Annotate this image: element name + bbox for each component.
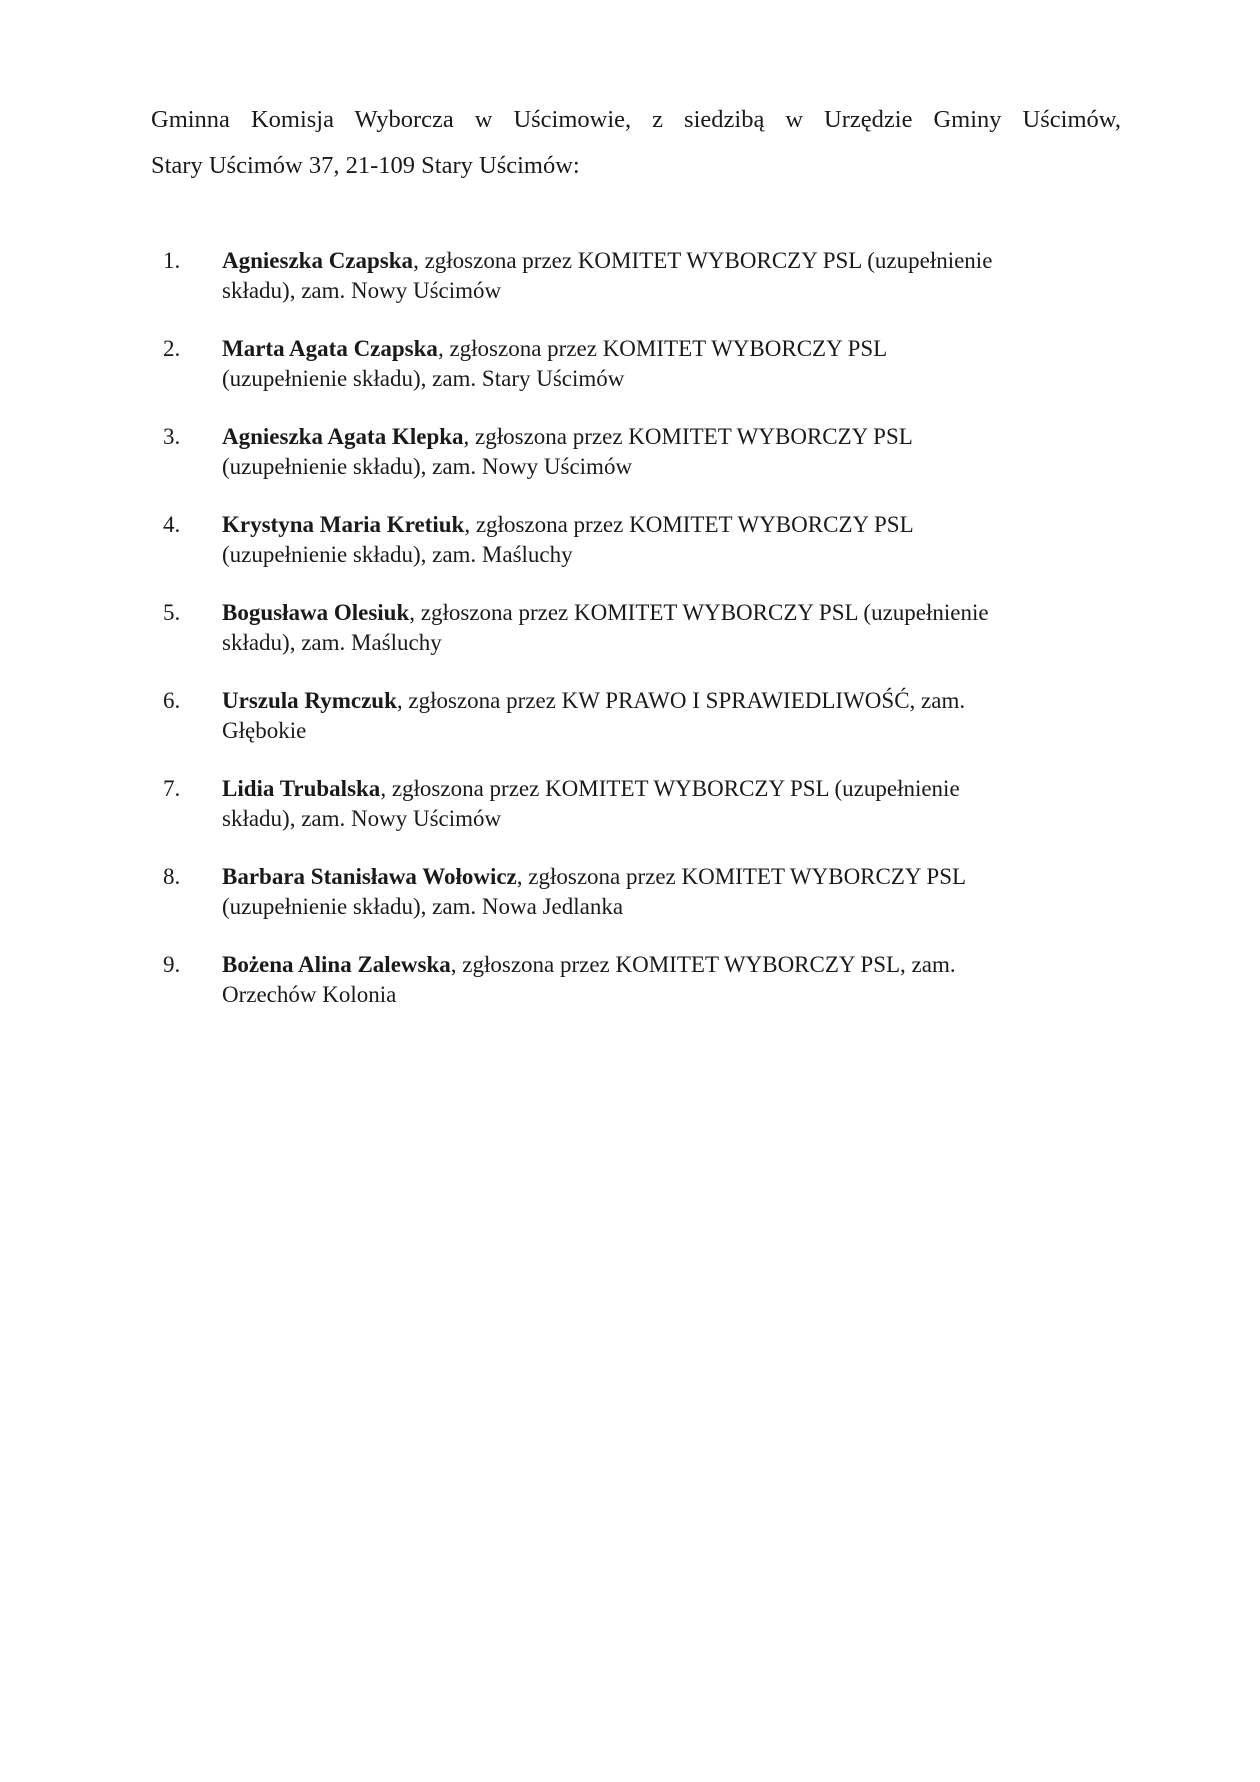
- member-number: 1.: [163, 248, 181, 273]
- member-list-item: [151, 510, 1101, 598]
- member-number: 2.: [163, 336, 181, 361]
- member-list-item: [151, 686, 1101, 774]
- member-text: [222, 246, 1102, 306]
- member-text: [222, 334, 1102, 394]
- member-name: Urszula Rymczuk: [222, 688, 397, 713]
- committee-header-line-1: Gminna Komisja Wyborcza w Uścimowie, z siedzibą w Urzędzie Gminy Uścimów,: [151, 106, 1121, 133]
- member-name: Agnieszka Agata Klepka: [222, 424, 464, 449]
- member-name: Bożena Alina Zalewska: [222, 952, 451, 977]
- member-number: 5.: [163, 600, 181, 625]
- member-text: [222, 510, 1102, 570]
- member-name: Lidia Trubalska: [222, 776, 381, 801]
- member-name: Bogusława Olesiuk: [222, 600, 410, 625]
- member-list-item: [151, 862, 1101, 950]
- member-text: [222, 598, 1102, 658]
- member-details: , zgłoszona przez KOMITET WYBORCZY PSL: [464, 512, 914, 537]
- member-address: Głębokie: [222, 718, 307, 743]
- member-text: [222, 862, 1102, 922]
- member-number: 6.: [163, 688, 181, 713]
- member-list-item: [151, 246, 1101, 334]
- member-list-item: [151, 334, 1101, 422]
- member-address: (uzupełnienie składu), zam. Nowa Jedlanka: [222, 894, 624, 919]
- member-name: Marta Agata Czapska: [222, 336, 438, 361]
- member-list-item: [151, 422, 1101, 510]
- member-list-item: [151, 598, 1101, 686]
- member-address: składu), zam. Nowy Uścimów: [222, 278, 502, 303]
- member-details: , zgłoszona przez KOMITET WYBORCZY PSL, zam.: [450, 952, 956, 977]
- member-name: Krystyna Maria Kretiuk: [222, 512, 465, 537]
- member-text: [222, 422, 1102, 482]
- member-details: , zgłoszona przez KOMITET WYBORCZY PSL: [516, 864, 967, 889]
- member-name: Agnieszka Czapska: [222, 248, 414, 273]
- member-address: składu), zam. Nowy Uścimów: [222, 806, 502, 831]
- member-text: [222, 774, 1102, 834]
- committee-header: [151, 97, 1121, 189]
- member-number: 3.: [163, 424, 181, 449]
- member-text: [222, 686, 1102, 746]
- member-address: (uzupełnienie składu), zam. Maśluchy: [222, 542, 573, 567]
- committee-header-line-2: Stary Uścimów 37, 21-109 Stary Uścimów:: [151, 152, 580, 179]
- member-address: Orzechów Kolonia: [222, 982, 397, 1007]
- member-list-item: [151, 774, 1101, 862]
- member-number: 8.: [163, 864, 181, 889]
- member-details: , zgłoszona przez KOMITET WYBORCZY PSL (uzupełnienie: [413, 248, 993, 273]
- member-number: 9.: [163, 952, 181, 977]
- member-details: , zgłoszona przez KOMITET WYBORCZY PSL: [463, 424, 913, 449]
- member-details: , zgłoszona przez KW PRAWO I SPRAWIEDLIWOŚĆ, zam.: [396, 688, 966, 713]
- member-text: [222, 950, 1102, 1010]
- member-details: , zgłoszona przez KOMITET WYBORCZY PSL (uzupełnienie: [409, 600, 989, 625]
- member-address: składu), zam. Maśluchy: [222, 630, 442, 655]
- member-address: (uzupełnienie składu), zam. Stary Uścimów: [222, 366, 625, 391]
- member-address: (uzupełnienie składu), zam. Nowy Uścimów: [222, 454, 633, 479]
- member-details: , zgłoszona przez KOMITET WYBORCZY PSL: [437, 336, 888, 361]
- member-name: Barbara Stanisława Wołowicz: [222, 864, 517, 889]
- member-number: 4.: [163, 512, 181, 537]
- member-details: , zgłoszona przez KOMITET WYBORCZY PSL (uzupełnienie: [380, 776, 960, 801]
- member-list: [151, 246, 1101, 1038]
- member-list-item: [151, 950, 1101, 1038]
- member-number: 7.: [163, 776, 181, 801]
